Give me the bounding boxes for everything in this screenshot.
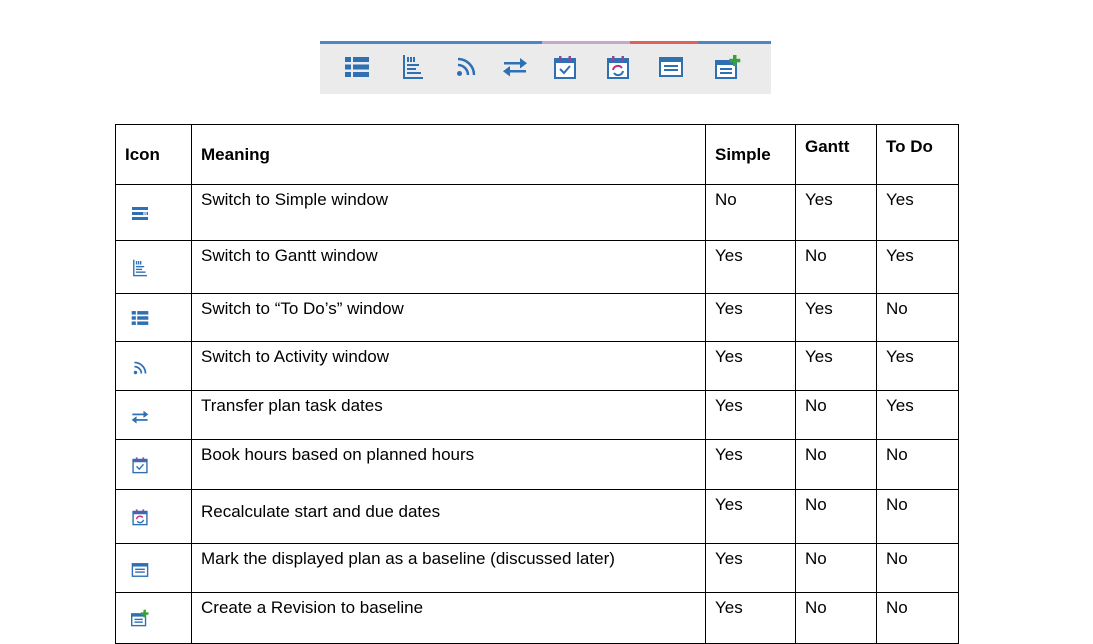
table-row xyxy=(116,241,959,294)
icon-legend-table xyxy=(115,124,959,644)
meaning-cell: Switch to Simple window xyxy=(192,185,706,241)
icon-cell xyxy=(116,490,192,544)
gantt-cell: Yes xyxy=(796,185,877,241)
activity-feed-icon xyxy=(131,359,149,377)
table-row xyxy=(116,440,959,490)
todo-cell: No xyxy=(877,440,959,490)
simple-cell: Yes xyxy=(706,440,796,490)
table-row xyxy=(116,342,959,391)
simple-cell: Yes xyxy=(706,294,796,342)
table-row xyxy=(116,490,959,544)
todo-cell: Yes xyxy=(877,342,959,391)
icon-cell xyxy=(116,241,192,294)
gantt-cell: No xyxy=(796,593,877,644)
meaning-cell: Switch to Activity window xyxy=(192,342,706,391)
calendar-check-icon[interactable] xyxy=(552,54,578,80)
toolbar-top-line xyxy=(630,41,698,44)
gantt-cell: Yes xyxy=(796,342,877,391)
todo-cell: No xyxy=(877,593,959,644)
gantt-icon[interactable] xyxy=(400,54,426,80)
icon-cell xyxy=(116,440,192,490)
gantt-cell: No xyxy=(796,544,877,593)
simple-cell: Yes xyxy=(706,391,796,440)
activity-feed-icon[interactable] xyxy=(453,54,479,80)
meaning-cell: Switch to “To Do’s” window xyxy=(192,294,706,342)
simple-cell: Yes xyxy=(706,490,796,544)
simple-window-icon xyxy=(131,205,149,223)
calendar-check-icon xyxy=(131,456,149,474)
header-todo: To Do xyxy=(877,125,959,185)
table-header-row xyxy=(116,125,959,185)
toolbar-top-line xyxy=(320,41,542,44)
meaning-cell: Recalculate start and due dates xyxy=(192,490,706,544)
simple-cell: No xyxy=(706,185,796,241)
toolbar-top-line xyxy=(542,41,630,44)
header-gantt: Gantt xyxy=(796,125,877,185)
revision-add-icon xyxy=(131,609,149,627)
table-row xyxy=(116,544,959,593)
gantt-cell: No xyxy=(796,440,877,490)
icon-cell xyxy=(116,342,192,391)
todo-cell: No xyxy=(877,490,959,544)
table-row xyxy=(116,294,959,342)
header-meaning: Meaning xyxy=(192,125,706,185)
gantt-cell: No xyxy=(796,391,877,440)
header-icon: Icon xyxy=(116,125,192,185)
gantt-cell: No xyxy=(796,241,877,294)
gantt-cell: No xyxy=(796,490,877,544)
meaning-cell: Mark the displayed plan as a baseline (discussed later) xyxy=(192,544,706,593)
toolbar-top-line xyxy=(698,41,771,44)
baseline-icon xyxy=(131,561,149,579)
transfer-arrows-icon xyxy=(131,408,149,426)
gantt-cell: Yes xyxy=(796,294,877,342)
icon-cell xyxy=(116,294,192,342)
calendar-refresh-icon[interactable] xyxy=(605,54,631,80)
transfer-arrows-icon[interactable] xyxy=(502,54,528,80)
meaning-cell: Create a Revision to baseline xyxy=(192,593,706,644)
icon-cell xyxy=(116,593,192,644)
meaning-cell: Transfer plan task dates xyxy=(192,391,706,440)
meaning-cell: Book hours based on planned hours xyxy=(192,440,706,490)
baseline-icon[interactable] xyxy=(658,54,684,80)
todo-cell: Yes xyxy=(877,391,959,440)
table-row xyxy=(116,593,959,644)
revision-add-icon[interactable] xyxy=(715,54,741,80)
todo-cell: No xyxy=(877,544,959,593)
table-row xyxy=(116,185,959,241)
todo-list-icon xyxy=(131,309,149,327)
simple-cell: Yes xyxy=(706,544,796,593)
simple-cell: Yes xyxy=(706,342,796,391)
icon-cell xyxy=(116,185,192,241)
todo-cell: Yes xyxy=(877,185,959,241)
todo-cell: Yes xyxy=(877,241,959,294)
calendar-refresh-icon xyxy=(131,508,149,526)
table-row xyxy=(116,391,959,440)
icon-cell xyxy=(116,544,192,593)
todo-list-icon[interactable] xyxy=(344,54,370,80)
simple-cell: Yes xyxy=(706,593,796,644)
gantt-icon xyxy=(131,259,149,277)
todo-cell: No xyxy=(877,294,959,342)
toolbar xyxy=(320,41,771,94)
simple-cell: Yes xyxy=(706,241,796,294)
icon-cell xyxy=(116,391,192,440)
header-simple: Simple xyxy=(706,125,796,185)
meaning-cell: Switch to Gantt window xyxy=(192,241,706,294)
